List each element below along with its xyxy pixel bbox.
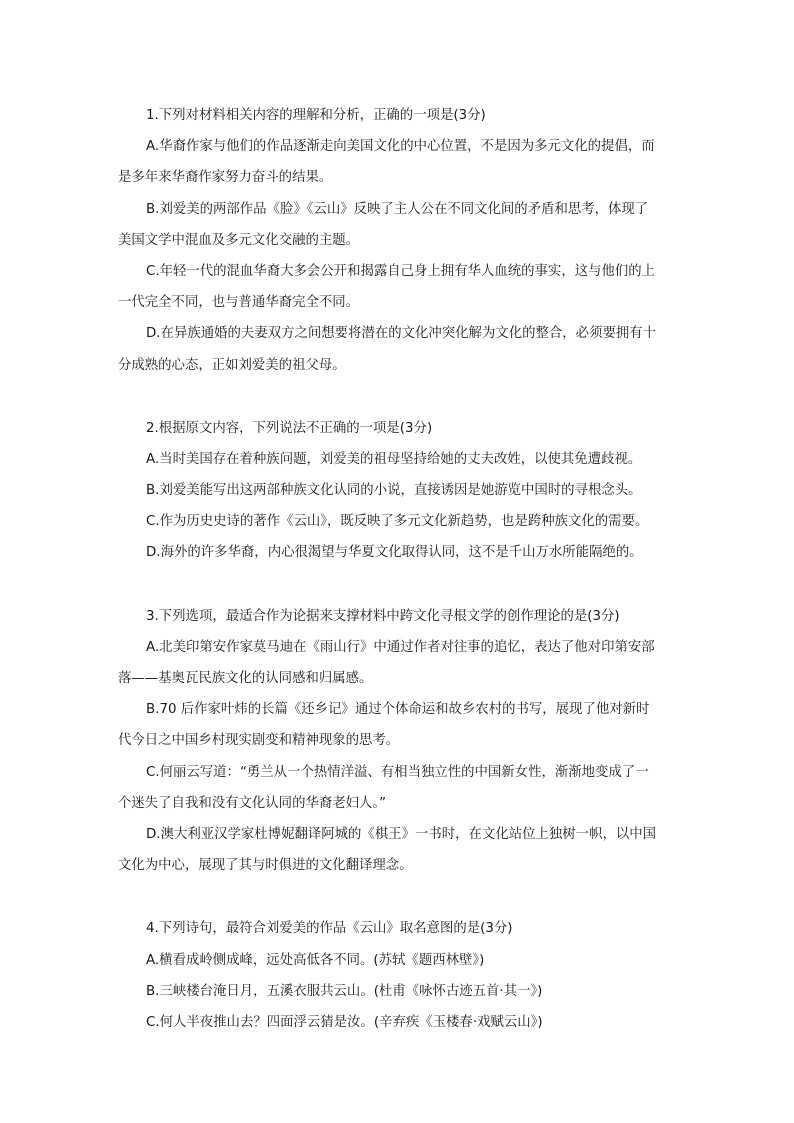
question-2 xyxy=(118,413,683,569)
spacer xyxy=(118,381,683,413)
option-a-line-2: 是多年来华裔作家努力奋斗的结果。 xyxy=(118,170,333,186)
option-b-line-1: B.70 后作家叶炜的长篇《还乡记》通过个体命运和故乡农村的书写，展现了他对新时 xyxy=(146,702,650,718)
option-d-line-1: D.海外的许多华裔，内心很渴望与华夏文化取得认同，这不是千山万水所能隔绝的。 xyxy=(146,545,643,561)
exam-content xyxy=(118,100,683,1038)
option-a-line-1: A.横看成岭侧成峰，远处高低各不同。(苏轼《题西林壁》) xyxy=(146,952,485,968)
option-c-line-1: C.何人半夜推山去？四面浮云猜是汝。(辛弃疾《玉楼春·戏赋云山》) xyxy=(146,1014,543,1030)
option-b-line-2: 代今日之中国乡村现实剧变和精神现象的思考。 xyxy=(118,733,400,749)
question-stem: 1.下列对材料相关内容的理解和分析，正确的一项是(3分) xyxy=(146,108,486,123)
spacer xyxy=(118,881,683,913)
option-d-line-1: D.在异族通婚的夫妻双方之间想要将潜在的文化冲突化解为文化的整合，必须要拥有十 xyxy=(146,326,657,342)
option-b-line-1: B.刘爱美的两部作品《脸》《云山》反映了主人公在不同文化间的矛盾和思考，体现了 xyxy=(146,201,649,217)
question-1 xyxy=(118,100,683,381)
option-d-line-2: 分成熟的心态，正如刘爱美的祖父母。 xyxy=(118,357,346,373)
option-a-line-2: 落——基奥瓦民族文化的认同感和归属感。 xyxy=(118,671,373,686)
question-stem: 4.下列诗句，最符合刘爱美的作品《云山》取名意图的是(3分) xyxy=(146,921,513,937)
option-b-line-1: B.刘爱美能写出这两部种族文化认同的小说，直接诱因是她游览中国时的寻根念头。 xyxy=(146,483,642,499)
option-b-line-2: 美国文学中混血及多元文化交融的主题。 xyxy=(118,232,360,248)
question-stem: 3.下列选项，最适合作为论据来支撑材料中跨文化寻根文学的创作理论的是(3分) xyxy=(146,608,620,624)
question-stem: 2.根据原文内容，下列说法不正确的一项是(3分) xyxy=(146,420,433,436)
option-a-line-1: A.北美印第安作家莫马迪在《雨山行》中通过作者对往事的追忆，表达了他对印第安部 xyxy=(146,639,655,655)
question-3 xyxy=(118,601,683,882)
option-d-line-1: D.澳大利亚汉学家杜博妮翻译阿城的《棋王》一书时，在文化站位上独树一帜，以中国 xyxy=(146,826,657,842)
spacer xyxy=(118,569,683,601)
option-d-line-2: 文化为中心，展现了其与时俱进的文化翻译理念。 xyxy=(118,858,413,874)
question-4 xyxy=(118,913,683,1038)
option-c-line-2: 一代完全不同，也与普通华裔完全不同。 xyxy=(118,295,360,311)
option-c-line-1: C.何丽云写道：“勇兰从一个热情洋溢、有相当独立性的中国新女性，渐渐地变成了一 xyxy=(146,764,649,780)
option-c-line-1: C.作为历史史诗的著作《云山》，既反映了多元文化新趋势，也是跨种族文化的需要。 xyxy=(146,514,649,530)
option-a-line-1: A.华裔作家与他们的作品逐渐走向美国文化的中心位置，不是因为多元文化的提倡，而 xyxy=(146,139,655,155)
option-b-line-1: B.三峡楼台淹日月，五溪衣服共云山。(杜甫《咏怀古迹五首·其一》) xyxy=(146,983,543,999)
option-a-line-1: A.当时美国存在着种族问题，刘爱美的祖母坚持给她的丈夫改姓，以使其免遭歧视。 xyxy=(146,451,642,467)
option-c-line-1: C.年轻一代的混血华裔大多会公开和揭露自己身上拥有华人血统的事实，这与他们的上 xyxy=(146,263,656,279)
option-c-line-2: 个迷失了自我和没有文化认同的华裔老妇人。” xyxy=(118,795,387,811)
